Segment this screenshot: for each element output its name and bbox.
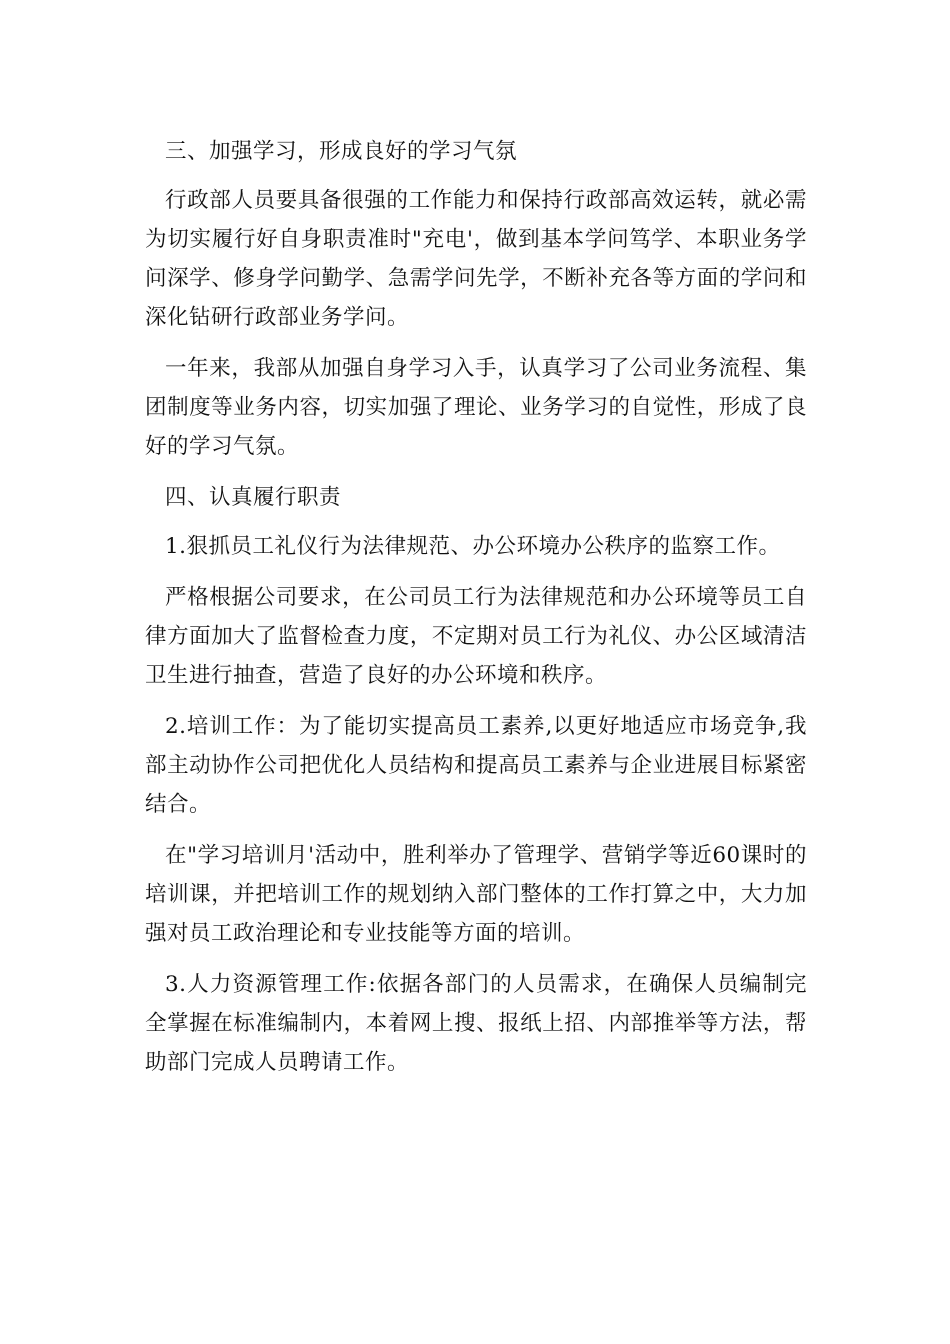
document-page xyxy=(145,132,807,1094)
paragraph-item-1: 1.狠抓员工礼仪行为法律规范、办公环境办公秩序的监察工作。 xyxy=(165,534,781,559)
paragraph-item-1-detail: 严格根据公司要求，在公司员工行为法律规范和办公环境等员工自律方面加大了监督检查力度，不定期对员工行为礼仪、办公区域清洁卫生进行抽查，营造了良好的办公环境和秩序。 xyxy=(145,585,807,688)
section-heading-4: 四、认真履行职责 xyxy=(165,485,342,510)
paragraph-item-2-detail: 在"学习培训月'活动中，胜利举办了管理学、营销学等近60课时的培训课，并把培训工作的规划纳入部门整体的工作打算之中，大力加强对员工政治理论和专业技能等方面的培训。 xyxy=(145,843,807,946)
paragraph-item-2: 2.培训工作：为了能切实提高员工素养,以更好地适应市场竞争,我部主动协作公司把优化人员结构和提高员工素养与企业进展目标紧密结合。 xyxy=(145,714,807,817)
section-heading-3: 三、加强学习，形成良好的学习气氛 xyxy=(165,139,518,164)
paragraph-study-requirement: 行政部人员要具备很强的工作能力和保持行政部高效运转，就必需为切实履行好自身职责准时"充电'，做到基本学问笃学、本职业务学问深学、修身学问勤学、急需学问先学，不断补充各等方面的学问和深化钻研行政部业务学问。 xyxy=(145,188,807,330)
paragraph-item-3: 3.人力资源管理工作:依据各部门的人员需求，在确保人员编制完全掌握在标准编制内，本着网上搜、报纸上招、内部推举等方法，帮助部门完成人员聘请工作。 xyxy=(145,972,807,1075)
paragraph-study-year: 一年来，我部从加强自身学习入手，认真学习了公司业务流程、集团制度等业务内容，切实加强了理论、业务学习的自觉性，形成了良好的学习气氛。 xyxy=(145,356,807,459)
